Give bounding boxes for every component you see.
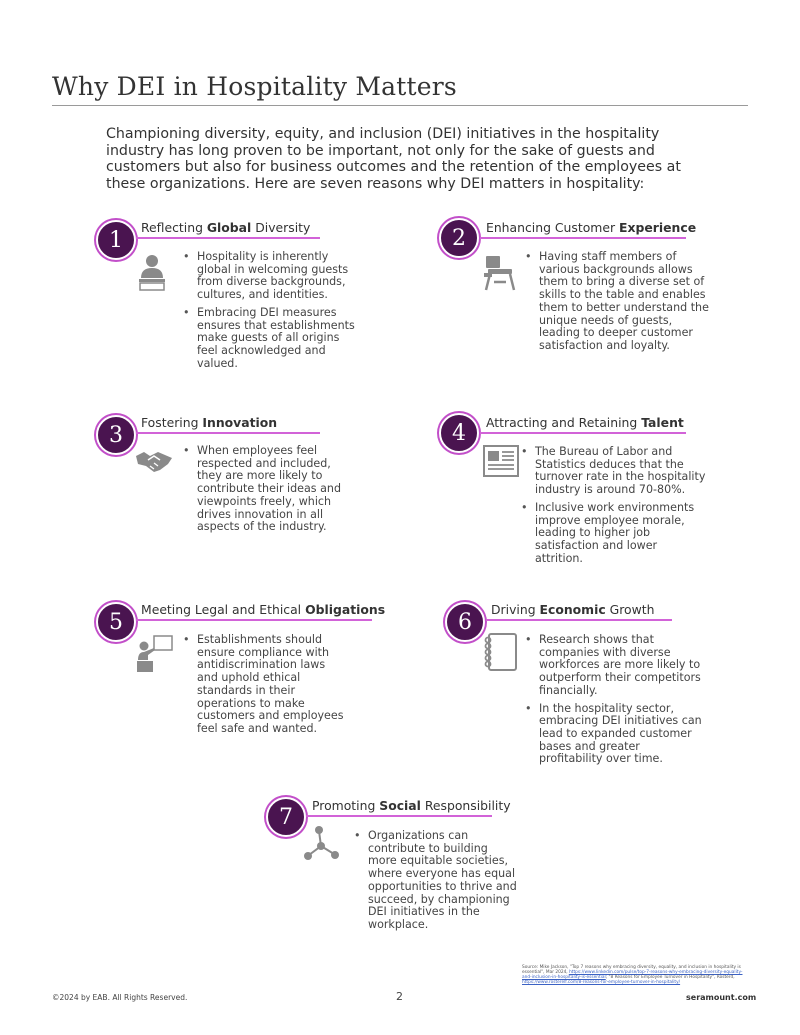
list-item: • Having staff members of various backgrounds allows them to bring a diverse set of skills to the table and enables them to better understand the unique needs of guests, leading to deeper customer satisfaction and loyalty. (525, 251, 710, 353)
bullet-list (525, 251, 710, 358)
list-item: • Hospitality is inherently global in welcoming guests from diverse backgrounds, cultures, and identities. (183, 251, 363, 302)
presenter-icon (134, 634, 174, 674)
section-rule (136, 432, 320, 434)
section-rule (306, 815, 492, 817)
notebook-icon (480, 632, 520, 672)
source-note: Source: Mike Jackson, "Top 7 reasons why embracing diversity, equality, and inclusion in hospitality is essential", Mar 2024, https://www.linkedin.com/pulse/top-7-reasons-why-embracing-diversity-equality-and-inclusion-in-hospitality-is-essential; "8 Reasons for Employee Turnover in Hospitality", Rosterd, https://www.rosterelf.com/8-reasons-for-employee-turnover-in-hospitality/ (522, 965, 743, 985)
section-rule (136, 237, 320, 239)
bullet-list (183, 251, 363, 375)
list-item: • When employees feel respected and included, they are more likely to contribute their ideas and viewpoints freely, which drives innovation in all aspects of the industry. (183, 445, 343, 534)
list-item: • The Bureau of Labor and Statistics deduces that the turnover rate in the hospitality industry is around 70-80%. (521, 446, 706, 497)
number-badge: 2 (439, 218, 479, 258)
source-link[interactable]: https://www.rosterelf.com/8-reasons-for-employee-turnover-in-hospitality/ (522, 980, 681, 985)
bullet-list (354, 830, 519, 937)
number-badge: 6 (445, 602, 485, 642)
footer-site[interactable]: seramount.com (686, 993, 757, 1002)
bullet-list (183, 634, 348, 741)
network-icon (301, 824, 341, 864)
section-rule (136, 619, 372, 621)
number-badge: 7 (266, 797, 306, 837)
bullet-list (183, 445, 343, 539)
section-title: Fostering Innovation (141, 415, 278, 430)
handshake-icon (134, 442, 174, 482)
section-title: Reflecting Global Diversity (141, 220, 311, 235)
footer-copyright: ©2024 by EAB. All Rights Reserved. (52, 993, 188, 1002)
section-title: Meeting Legal and Ethical Obligations (141, 602, 386, 617)
list-item: • Inclusive work environments improve employee morale, leading to higher job satisfaction and lower attrition. (521, 502, 706, 566)
list-item: • Research shows that companies with diverse workforces are more likely to outperform their competitors financially. (525, 634, 705, 698)
section-title: Promoting Social Responsibility (312, 798, 511, 813)
number-badge: 5 (96, 602, 136, 642)
bullet-list (521, 446, 706, 570)
section-rule (486, 619, 672, 621)
bullet-list (525, 634, 705, 771)
section-title: Driving Economic Growth (491, 602, 655, 617)
number-badge: 1 (96, 220, 136, 260)
number-badge: 4 (439, 413, 479, 453)
section-title: Attracting and Retaining Talent (486, 415, 684, 430)
title-rule (52, 105, 748, 106)
number-badge: 3 (96, 415, 136, 455)
list-item: • In the hospitality sector, embracing DEI initiatives can lead to expanded customer bases and greater profitability over time. (525, 703, 705, 767)
newspaper-icon (481, 442, 521, 482)
list-item: • Establishments should ensure compliance with antidiscrimination laws and uphold ethical standards in their operations to make customers and employees feel safe and wanted. (183, 634, 348, 736)
intro-paragraph: Championing diversity, equity, and inclusion (DEI) initiatives in the hospitality industry has long proven to be important, not only for the sake of guests and customers but also for business outcomes and the retention of the employees at these organizations. Here are seven reasons why DEI matters in hospitality: (106, 126, 681, 192)
person-at-desk-icon (132, 252, 172, 292)
list-item: • Organizations can contribute to building more equitable societies, where everyone has equal opportunities to thrive and succeed, by championing DEI initiatives in the workplace. (354, 830, 519, 932)
list-item: • Embracing DEI measures ensures that establishments make guests of all origins feel acknowledged and valued. (183, 307, 363, 371)
source-link[interactable]: https://www.linkedin.com/pulse/top-7-reasons-why-embracing-diversity-equality-and-inclusion-in-hospitality-is-essential (522, 970, 743, 980)
chair-desk-icon (480, 252, 520, 292)
page-title: Why DEI in Hospitality Matters (52, 72, 457, 101)
section-rule (480, 432, 686, 434)
page-number: 2 (396, 990, 403, 1003)
section-rule (480, 237, 686, 239)
section-title: Enhancing Customer Experience (486, 220, 697, 235)
